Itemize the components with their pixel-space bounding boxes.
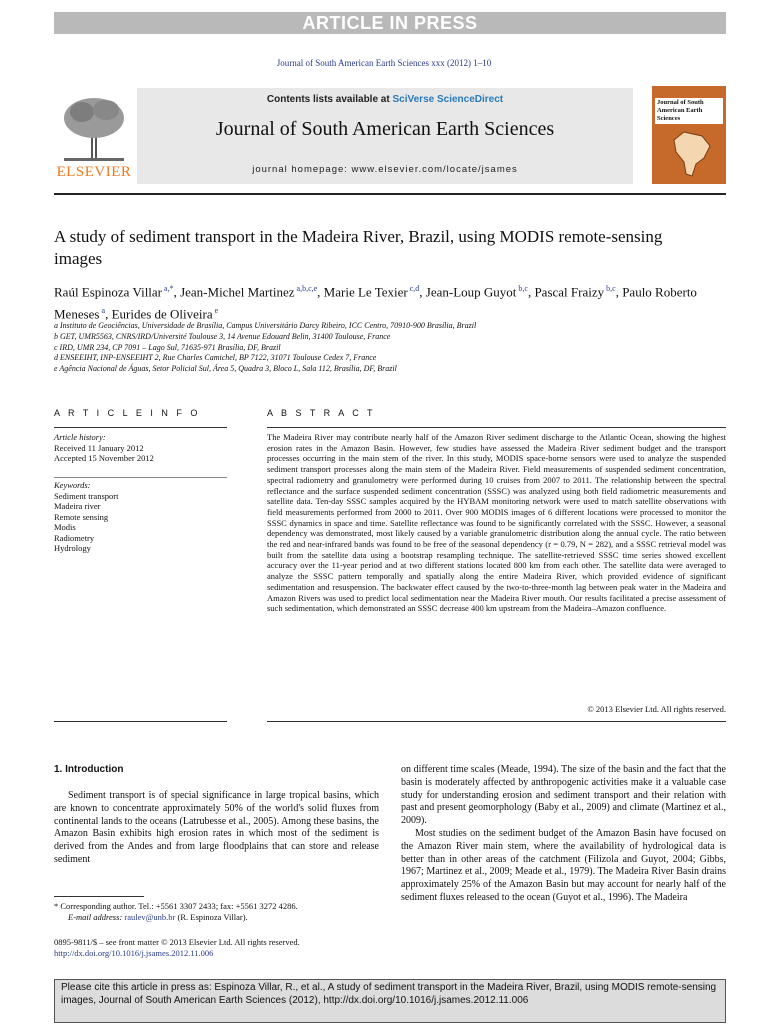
corresponding-author-footnote [54, 901, 384, 922]
author-list: Raúl Espinoza Villar $^{a,*}$, Jean-Michel Martinez $^{a,b,c,e}$, Marie Le Texier $^{c,d}$, Jean-Loup Guyot $^{b,c}$, Pascal Fraizy $^{b,c}$, Paulo Roberto Meneses $^a$, Eurides de Oliveira $^e$ [54, 284, 697, 322]
doi-link[interactable]: http://dx.doi.org/10.1016/j.jsames.2012.11.006 [54, 948, 214, 958]
author-name: Jean-Michel Martinez [180, 284, 295, 300]
footnote-divider [54, 896, 144, 897]
author-affiliation-marker[interactable]: a [99, 306, 106, 316]
affiliation-line: d ENSEEIHT, INP-ENSEEIHT 2, Rue Charles Camichel, BP 7122, 31071 Toulouse Cedex 7, France [54, 353, 377, 363]
sciencedirect-link[interactable]: SciVerse ScienceDirect [392, 94, 504, 105]
intro-column-right [401, 764, 726, 905]
author-name: Jean-Loup Guyot [425, 284, 517, 300]
header-divider [54, 193, 726, 195]
keywords-label: Keywords: [54, 480, 91, 490]
author-name: Raúl Espinoza Villar [54, 284, 163, 300]
issn-block [54, 937, 384, 959]
article-info-divider [54, 427, 227, 428]
email-line [54, 912, 384, 923]
author-affiliation-marker[interactable]: e [212, 306, 219, 316]
email-suffix: (R. Espinoza Villar). [175, 911, 248, 922]
affiliation-line: a Instituto de Geociências, Universidade de Brasília, Campus Universitário Darcy Ribeiro, ICC Centro, 70910-900 Brasília, Brazil [54, 321, 477, 330]
south-america-map-icon [664, 130, 716, 180]
author-name: Eurides de Oliveira [111, 306, 213, 322]
intro-paragraph: Most studies on the sediment budget of the Amazon Basin have focused on the Amazon River main stem, where the availability of hydrological data is better than in other areas of the catchment (Filizola and Guyot, 2004; Gibbs, 1967; Martinez et al., 2009; Meade et al., 1979). The Madeira River Basin drains approximately 25% of the Amazon Basin but may account for nearly half of the sediment fluxes released to the ocean (Guyot et al., 1996). The Madeira [401, 827, 726, 903]
copyright-notice: © 2013 Elsevier Ltd. All rights reserved. [587, 704, 726, 714]
email-label: E-mail address: [68, 911, 125, 922]
journal-title: Journal of South American Earth Sciences [215, 118, 555, 140]
article-info-heading: A R T I C L E I N F O [54, 408, 201, 418]
contents-prefix: Contents lists available at [266, 94, 393, 105]
affiliations [54, 321, 726, 375]
intro-column-left: Sediment transport is of special significance in large tropical basins, which are known to concentrate approximately 50% of the world's solid fluxes from continental lands to the oceans (Latrubesse et al., 2005). Among these basins, the Amazon Basin exhibits high erosion rates in which most of the sediment is derived from the Andes and from large floodplains that can store and release sediment [54, 790, 379, 865]
issn-line: 0895-9811/$ – see front matter © 2013 Elsevier Ltd. All rights reserved. [54, 937, 300, 947]
affiliation-line: b GET, UMR5563, CNRS/IRD/Université Toulouse 3, 14 Avenue Edouard Belin, 31400 Toulouse, France [54, 331, 391, 341]
keyword-item: Sediment transport [54, 490, 119, 501]
article-history [54, 432, 227, 464]
abstract-divider [267, 427, 726, 428]
author-affiliation-marker[interactable]: a,* [162, 284, 174, 293]
affiliation-line: e Agência Nacional de Águas, Setor Policial Sul, Área 5, Quadra 3, Bloco L, Sala 112, Brasília, DF, Brazil [54, 364, 397, 374]
keyword-item: Modis [54, 522, 76, 532]
abstract-heading: A B S T R A C T [267, 408, 376, 418]
keyword-item: Remote sensing [54, 511, 109, 522]
keyword-item: Hydrology [54, 543, 91, 553]
author-name: Paulo Roberto Meneses [54, 284, 697, 322]
journal-citation-link[interactable]: Journal of South American Earth Sciences xxx (2012) 1–10 [276, 58, 492, 68]
author-name: Pascal Fraizy [534, 284, 605, 300]
accepted-date: Accepted 15 November 2012 [54, 453, 154, 463]
corresponding-author-line: * Corresponding author. Tel.: +5561 3307 2433; fax: +5561 3272 4286. [54, 901, 298, 911]
elsevier-wordmark: ELSEVIER [56, 164, 132, 180]
abstract-bottom-divider [267, 721, 726, 722]
abstract-text: The Madeira River may contribute nearly half of the Amazon River sediment discharge to the Atlantic Ocean, showing the highest erosion rates in the Amazon Basin. However, few studies have assessed the Madeira River sediment budget and the transport processes occurring in the main stem of the river. In this study, MODIS space-borne sensors were used to analyze the suspended sediment transport processes along the main stem of the Madeira River. Field measurements of suspended sediment concentration, spectral radiometry and granulometry were performed during 10 cruises from 2007 to 2011. The relationship between the spectral reflectance and the surface suspended sediment concentration (SSSC) was analyzed using both field radiometric measurements and satellite data. Ten-day SSSC samples acquired by the HYBAM monitoring network were used to match satellite observations with field measurements performed from 2000 to 2011. Over 900 MODIS images of 6 different locations were processed to monitor the SSSC dynamics in space and time. Satellite reflectance was found to be significantly correlated with the SSSC. However, a seasonal dependency was demonstrated, most likely caused by a variable granulometric distribution along the annual cycle. The ratio between the red and near-infrared bands was found to be free of the seasonal dependency (r = 0.79, N = 282), and a SSSC retrieval model was built from the satellite data using a bootstrap resampling technique. The satellite-retrieved SSSC time series showed excellent accuracy over the 11-year period and at two different stations located 800 km from each other. The satellite data were averaged to analyze the SSSC pattern temporally and spatially along the entire Madeira River, which provided evidence of significant sedimentation and resuspension. The backwater effect caused by the two-to-three-month lag between peak water in the Madeira and Amazon Rivers was used to predict local sedimentation near the Madeira River mouth. Our results facilitated a precise assessment of such sedimentation, which demonstrated an SSSC decrease 400 km upstream from the Madeira–Amazon confluence. [267, 432, 726, 614]
author-affiliation-marker[interactable]: c,d [407, 284, 420, 293]
journal-cover-title: Journal of South American Earth Sciences [657, 99, 704, 122]
article-in-press-banner: ARTICLE IN PRESS [54, 12, 726, 34]
citation-text: Please cite this article in press as: Espinoza Villar, R., et al., A study of sediment transport in the Madeira River, Brazil, using MODIS remote-sensing images, Journal of South American Earth Sciences (2012), http://dx.doi.org/10.1016/j.jsames.2012.11.006 [61, 982, 717, 1006]
author-name: Marie Le Texier [323, 284, 408, 300]
article-info-bottom-divider [54, 721, 227, 722]
history-divider [54, 477, 227, 478]
author-affiliation-marker[interactable]: b,c [516, 284, 528, 293]
intro-paragraph: on different time scales (Meade, 1994). The size of the basin and the fact that the basin is moderately affected by anthropogenic activities make it a valuable case study for understanding erosion and sediment transport and their relation with past and present geomorphology (Baby et al., 2009) and climate (Martinez et al., 2009). [401, 764, 726, 827]
journal-homepage-link[interactable]: journal homepage: www.elsevier.com/locate/jsames [252, 164, 518, 175]
section-heading-introduction: 1. Introduction [54, 764, 124, 775]
author-affiliation-marker[interactable]: b,c [604, 284, 616, 293]
history-label: Article history: [54, 432, 106, 442]
article-title: A study of sediment transport in the Madeira River, Brazil, using MODIS remote-sensing images [54, 227, 663, 268]
keyword-item: Radiometry [54, 532, 95, 543]
author-affiliation-marker[interactable]: a,b,c,e [294, 284, 318, 293]
keywords-block [54, 480, 227, 554]
affiliation-line: c IRD, UMR 234, CP 7091 – Lago Sul, 71635-971 Brasília, DF, Brazil [54, 342, 281, 352]
received-date: Received 11 January 2012 [54, 442, 144, 453]
email-link[interactable]: raulev@unb.br [124, 911, 176, 922]
keyword-item: Madeira river [54, 501, 101, 511]
contents-available-line [137, 94, 633, 105]
